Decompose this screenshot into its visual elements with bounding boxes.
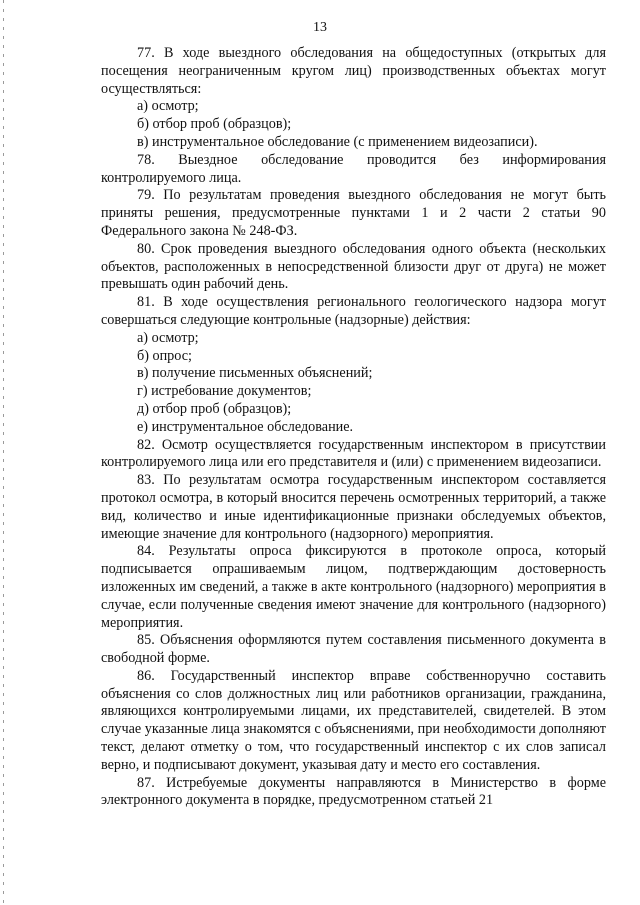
paragraph-83: 83. По результатам осмотра государственным инспектором составляется протокол осмотра, в который вносится перечень осмотренных территорий, а также вид, количество и иные идентификационные признаки обследуемых объектов, имеющие значение для контрольного (надзорного) мероприятия. bbox=[101, 472, 606, 542]
page-number: 13 bbox=[313, 20, 327, 35]
paragraph-81: 81. В ходе осуществления регионального геологического надзора могут совершаться следующие контрольные (надзорные) действия: bbox=[101, 294, 606, 328]
paragraph-84: 84. Результаты опроса фиксируются в протоколе опроса, который подписывается опрашиваемым лицом, подтверждающим достоверность изложенных им сведений, а также в акте контрольного (надзорного) мероприятия в случае, если полученные сведения имеют значение для контрольного (надзорного) мероприятия. bbox=[101, 543, 606, 631]
list-item: б) отбор проб (образцов); bbox=[137, 116, 292, 133]
paragraph-77: 77. В ходе выездного обследования на общедоступных (открытых для посещения неограниченным кругом лиц) производственных объектах могут осуществляться: bbox=[101, 45, 606, 97]
list-item: а) осмотр; bbox=[137, 98, 199, 115]
list-item: в) получение письменных объяснений; bbox=[137, 365, 373, 382]
paragraph-78: 78. Выездное обследование проводится без информирования контролируемого лица. bbox=[101, 151, 606, 186]
list-item: а) осмотр; bbox=[137, 329, 199, 346]
scan-edge-mark bbox=[3, 0, 4, 905]
paragraph-85: 85. Объяснения оформляются путем составления письменного документа в свободной форме. bbox=[101, 632, 606, 667]
list-item: г) истребование документов; bbox=[137, 383, 312, 400]
paragraph-87: 87. Истребуемые документы направляются в Министерство в форме электронного документа в порядке, предусмотренном статьей 21 bbox=[101, 774, 606, 809]
paragraph-82: 82. Осмотр осуществляется государственным инспектором в присутствии контролируемого лица или его представителя и (или) с применением видеозаписи. bbox=[101, 436, 606, 471]
paragraph-79: 79. По результатам проведения выездного обследования не могут быть приняты решения, предусмотренные пунктами 1 и 2 части 2 статьи 90 Федерального закона № 248-ФЗ. bbox=[101, 187, 606, 239]
paragraph-80: 80. Срок проведения выездного обследования одного объекта (нескольких объектов, расположенных в непосредственной близости друг от друга) не может превышать один рабочий день. bbox=[101, 240, 606, 293]
list-item: д) отбор проб (образцов); bbox=[137, 400, 292, 417]
list-item: б) опрос; bbox=[137, 347, 192, 364]
document-body bbox=[101, 45, 606, 810]
list-item: е) инструментальное обследование. bbox=[137, 418, 354, 435]
list-item: в) инструментальное обследование (с применением видеозаписи). bbox=[137, 133, 538, 150]
paragraph-86: 86. Государственный инспектор вправе собственноручно составить объяснения со слов должностных лиц или работников организации, гражданина, являющихся контролируемыми лицами, их представителей, свидетелей. В этом случае указанные лица знакомятся с объяснениями, при необходимости дополняют текст, делают отметку о том, что государственный инспектор с их слов записал верно, и подписывают документ, указывая дату и место его составления. bbox=[101, 667, 606, 773]
